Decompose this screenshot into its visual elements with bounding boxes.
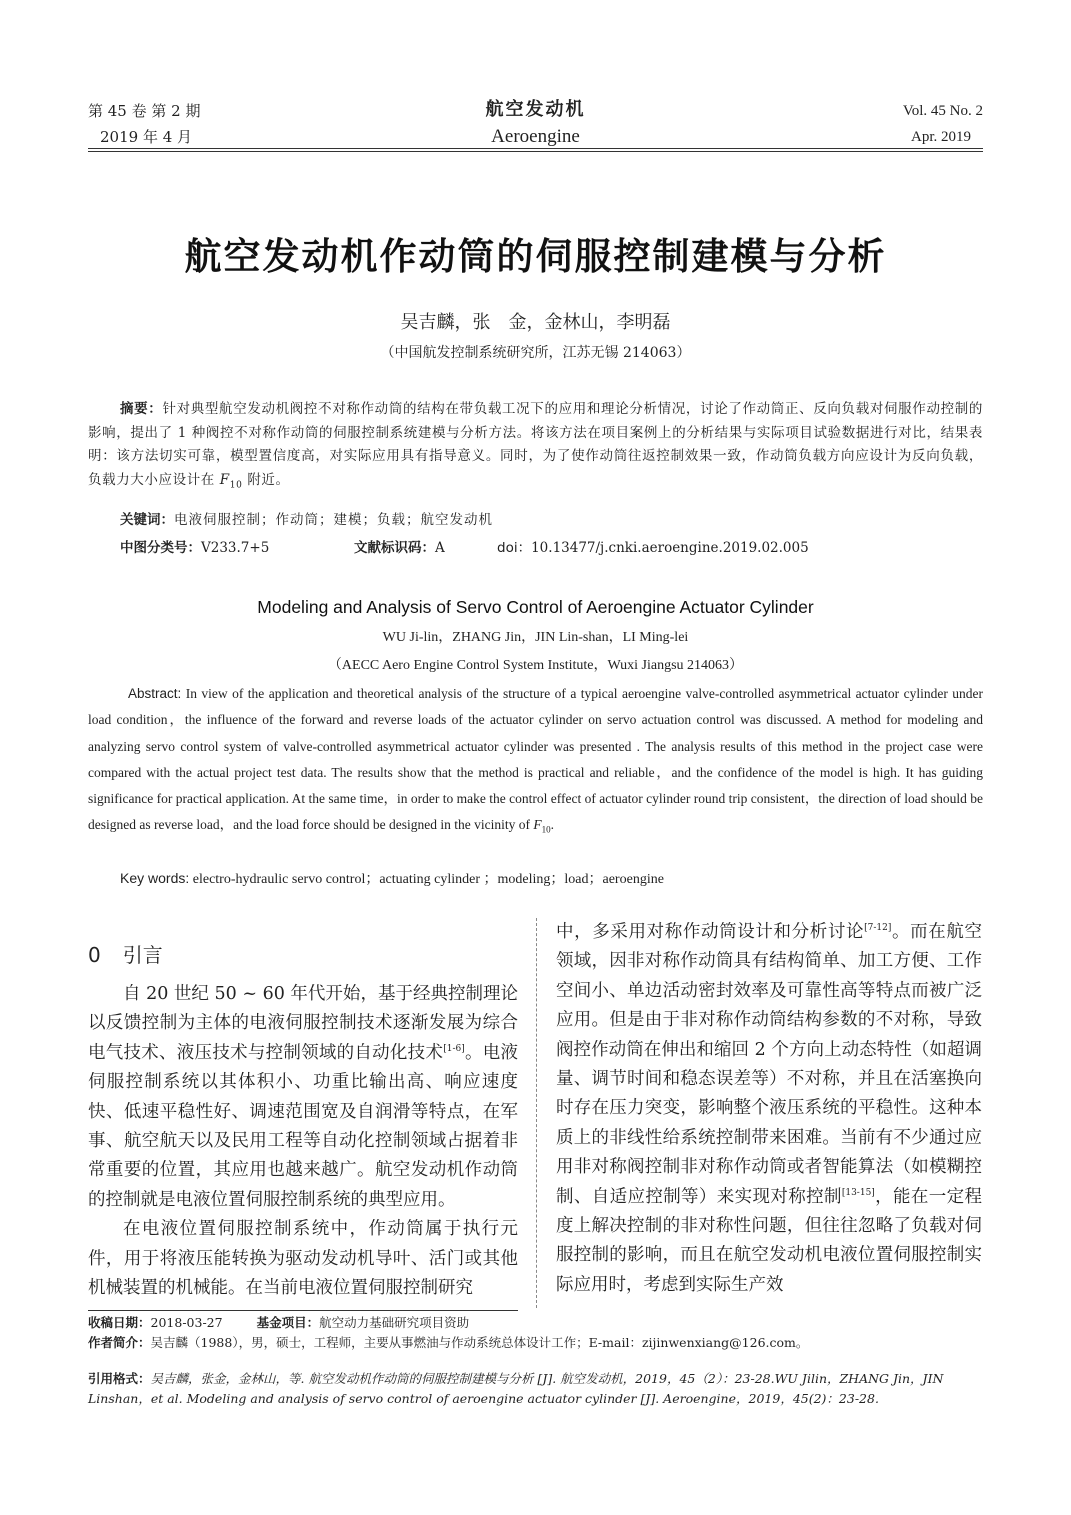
- keywords-cn-label: 关键词：: [120, 512, 174, 528]
- keywords-en-text: electro-hydraulic servo control；actuating cylinder ；modeling；load；aeroengine: [189, 872, 664, 887]
- volume-issue-cn: 第 45 卷 第 2 期: [88, 102, 201, 120]
- fund-label: 基金项目：: [256, 1315, 320, 1330]
- force-subscript-en: 10: [541, 825, 551, 836]
- clc-label: 中图分类号：: [120, 540, 201, 556]
- doc-code-label: 文献标识码：: [354, 540, 435, 556]
- paragraph-text: 在电液位置伺服控制系统中，作动筒属于执行元件，用于将液压能转换为驱动发动机导叶、活门或其他机械装置的机械能。在当前电液位置伺服控制研究: [88, 1219, 518, 1299]
- clc-value: V233.7+5: [201, 540, 270, 556]
- paper-title-en: Modeling and Analysis of Servo Control of Aeroengine Actuator Cylinder: [257, 597, 814, 617]
- body-column-left: [88, 980, 518, 1303]
- keywords-en: [120, 868, 664, 888]
- citation-format: [88, 1369, 983, 1409]
- reference-marker[interactable]: [1-6]: [443, 1043, 465, 1054]
- section-title: 引言: [122, 943, 163, 967]
- header-right: [903, 98, 983, 150]
- date-cn: 2019 年 4 月: [100, 128, 193, 146]
- author-list: 吴吉麟，张 金，金林山，李明磊: [400, 312, 671, 333]
- footnote-rule: [88, 1310, 518, 1311]
- author-bio-label: 作者简介：: [88, 1335, 151, 1350]
- footnote-author: [88, 1333, 808, 1351]
- force-symbol-en: F: [533, 817, 542, 833]
- journal-name-cn: 航空发动机: [485, 99, 586, 120]
- paragraph-text: 自 20 世纪 50 ~ 60 年代开始，基于经典控制理论以反馈控制为主体的电液伺服控制技术逐渐发展为综合电气技术、液压技术与控制领域的自动化技术: [88, 984, 518, 1063]
- abstract-cn: [88, 398, 983, 498]
- doi: [497, 536, 809, 556]
- paragraph-text: 中，多采用对称作动筒设计和分析讨论: [556, 922, 865, 942]
- keywords-cn-text: 电液伺服控制；作动筒；建模；负载；航空发动机: [174, 512, 493, 528]
- received-label: 收稿日期：: [88, 1315, 151, 1330]
- journal-name-en: Aeroengine: [491, 126, 580, 147]
- paragraph: [88, 1215, 518, 1303]
- abstract-cn-tail: 附近。: [242, 471, 290, 488]
- doi-link[interactable]: 10.13477/j.cnki.aeroengine.2019.02.005: [531, 540, 809, 556]
- footnote-received: [88, 1313, 469, 1331]
- paragraph-text: 。而在航空领域，因非对称作动筒具有结构简单、加工方便、工作空间小、单边活动密封效率及可靠性高等特点而被广泛应用。但是由于非对称作动筒结构参数的不对称，导致阀控作动筒在伸出和缩回 2 个方向上动态特性（如超调量、调节时间和稳态误差等）不对称，并且在活塞换向时存在压力突变，影响整个液压系统的平稳性。这种本质上的非线性给系统控制带来困难。当前有不少通过应用非对称阀控制非对称作动筒或者智能算法（如模糊控制、自适应控制等）来实现对称控制: [556, 922, 982, 1207]
- abstract-en: [88, 681, 983, 843]
- abstract-en-tail: .: [550, 817, 554, 833]
- header-rule-thin: [88, 151, 983, 152]
- paragraph: [556, 918, 982, 1300]
- paragraph-text: 。电液伺服控制系统以其体积小、功重比输出高、响应速度快、低速平稳性好、调速范围宽及自润滑等特点，在军事、航空航天以及民用工程等自动化控制领域占据着非常重要的位置，其应用也越来越广。航空发动机作动筒的控制就是电液位置伺服控制系统的典型应用。: [88, 1042, 518, 1210]
- reference-marker[interactable]: [13-15]: [841, 1187, 875, 1198]
- author-list-en: WU Ji-lin，ZHANG Jin，JIN Lin-shan，LI Ming-lei: [382, 630, 689, 645]
- body-column-right: [556, 918, 982, 1300]
- citation-text: 吴吉麟，张金，金林山，等. 航空发动机作动筒的伺服控制建模与分析 [J]. 航空发动机，2019，45（2）：23-28.WU Jilin，ZHANG Jin，JIN Linshan，et al. Modeling and analysis of servo control of aeroengine actuator cylinder [J]. Aeroengine，2019，45(2)：23-28.: [88, 1371, 944, 1406]
- force-subscript: 10: [229, 480, 243, 491]
- abstract-cn-label: 摘要：: [120, 401, 163, 417]
- force-symbol: F: [219, 471, 230, 488]
- abstract-cn-text: 针对典型航空发动机阀控不对称作动筒的结构在带负载工况下的应用和理论分析情况，讨论了作动筒正、反向负载对伺服作动控制的影响，提出了 1 种阀控不对称作动筒的伺服控制系统建模与分析方法。将该方法在项目案例上的分析结果与实际项目试验数据进行对比，结果表明：该方法切实可靠，模型置信度高，对实际应用具有指导意义。同时，为了使作动筒往返控制效果一致，作动筒负载方向应设计为反向负载，负载力大小应设计在: [88, 401, 983, 488]
- paper-title: 航空发动机作动筒的伺服控制建模与分析: [184, 234, 887, 278]
- doc-code-value: A: [435, 540, 445, 556]
- paragraph: [88, 980, 518, 1215]
- doi-label: doi：: [497, 540, 532, 556]
- reference-marker[interactable]: [7-12]: [864, 923, 892, 934]
- column-divider: [536, 918, 537, 1308]
- paragraph-text: ，能在一定程度上解决控制的非对称性问题，但往往忽略了负载对伺服控制的影响，而且在航空发动机电液位置伺服控制实际应用时，考虑到实际生产效: [556, 1186, 983, 1295]
- keywords-cn: [120, 508, 493, 528]
- affiliation: （中国航发控制系统研究所，江苏无锡 214063）: [380, 345, 691, 361]
- header-rule-thick: [88, 148, 983, 149]
- abstract-en-label: Abstract:: [128, 686, 182, 701]
- citation-label: 引用格式：: [88, 1371, 151, 1386]
- clc-number: [120, 536, 269, 556]
- received-date: 2018-03-27: [150, 1315, 223, 1330]
- section-number: 0: [88, 943, 101, 967]
- author-bio: 吴吉麟（1988），男，硕士，工程师，主要从事燃油与作动系统总体设计工作；E-mail：zijinwenxiang@126.com。: [150, 1335, 809, 1350]
- keywords-en-label: Key words:: [120, 870, 190, 886]
- date-en: Apr. 2019: [911, 129, 971, 145]
- abstract-en-text: In view of the application and theoretical analysis of the structure of a typical aeroengine valve-controlled asymmetrical actuator cylinder under load condition，the influence of the forward and reverse loads of the actuator cylinder on servo actuation control was discussed. A method for modeling and analyzing servo control system of valve-controlled asymmetrical actuator cylinder was presented . The analysis results of this method in the project case were compared with the actual project test data. The results show that the method is practical and reliable，and the confidence of the model is high. It has guiding significance for practical application. At the same time，in order to make the control effect of actuator cylinder round trip consistent，the direction of load should be designed as reverse load，and the load force should be designed in the vicinity of: [88, 686, 983, 833]
- section-heading: [88, 939, 163, 968]
- document-code: [354, 536, 445, 556]
- affiliation-en: （AECC Aero Engine Control System Institute，Wuxi Jiangsu 214063）: [327, 658, 744, 673]
- fund-value: 航空动力基础研究项目资助: [319, 1315, 470, 1330]
- volume-issue-en: Vol. 45 No. 2: [902, 103, 983, 119]
